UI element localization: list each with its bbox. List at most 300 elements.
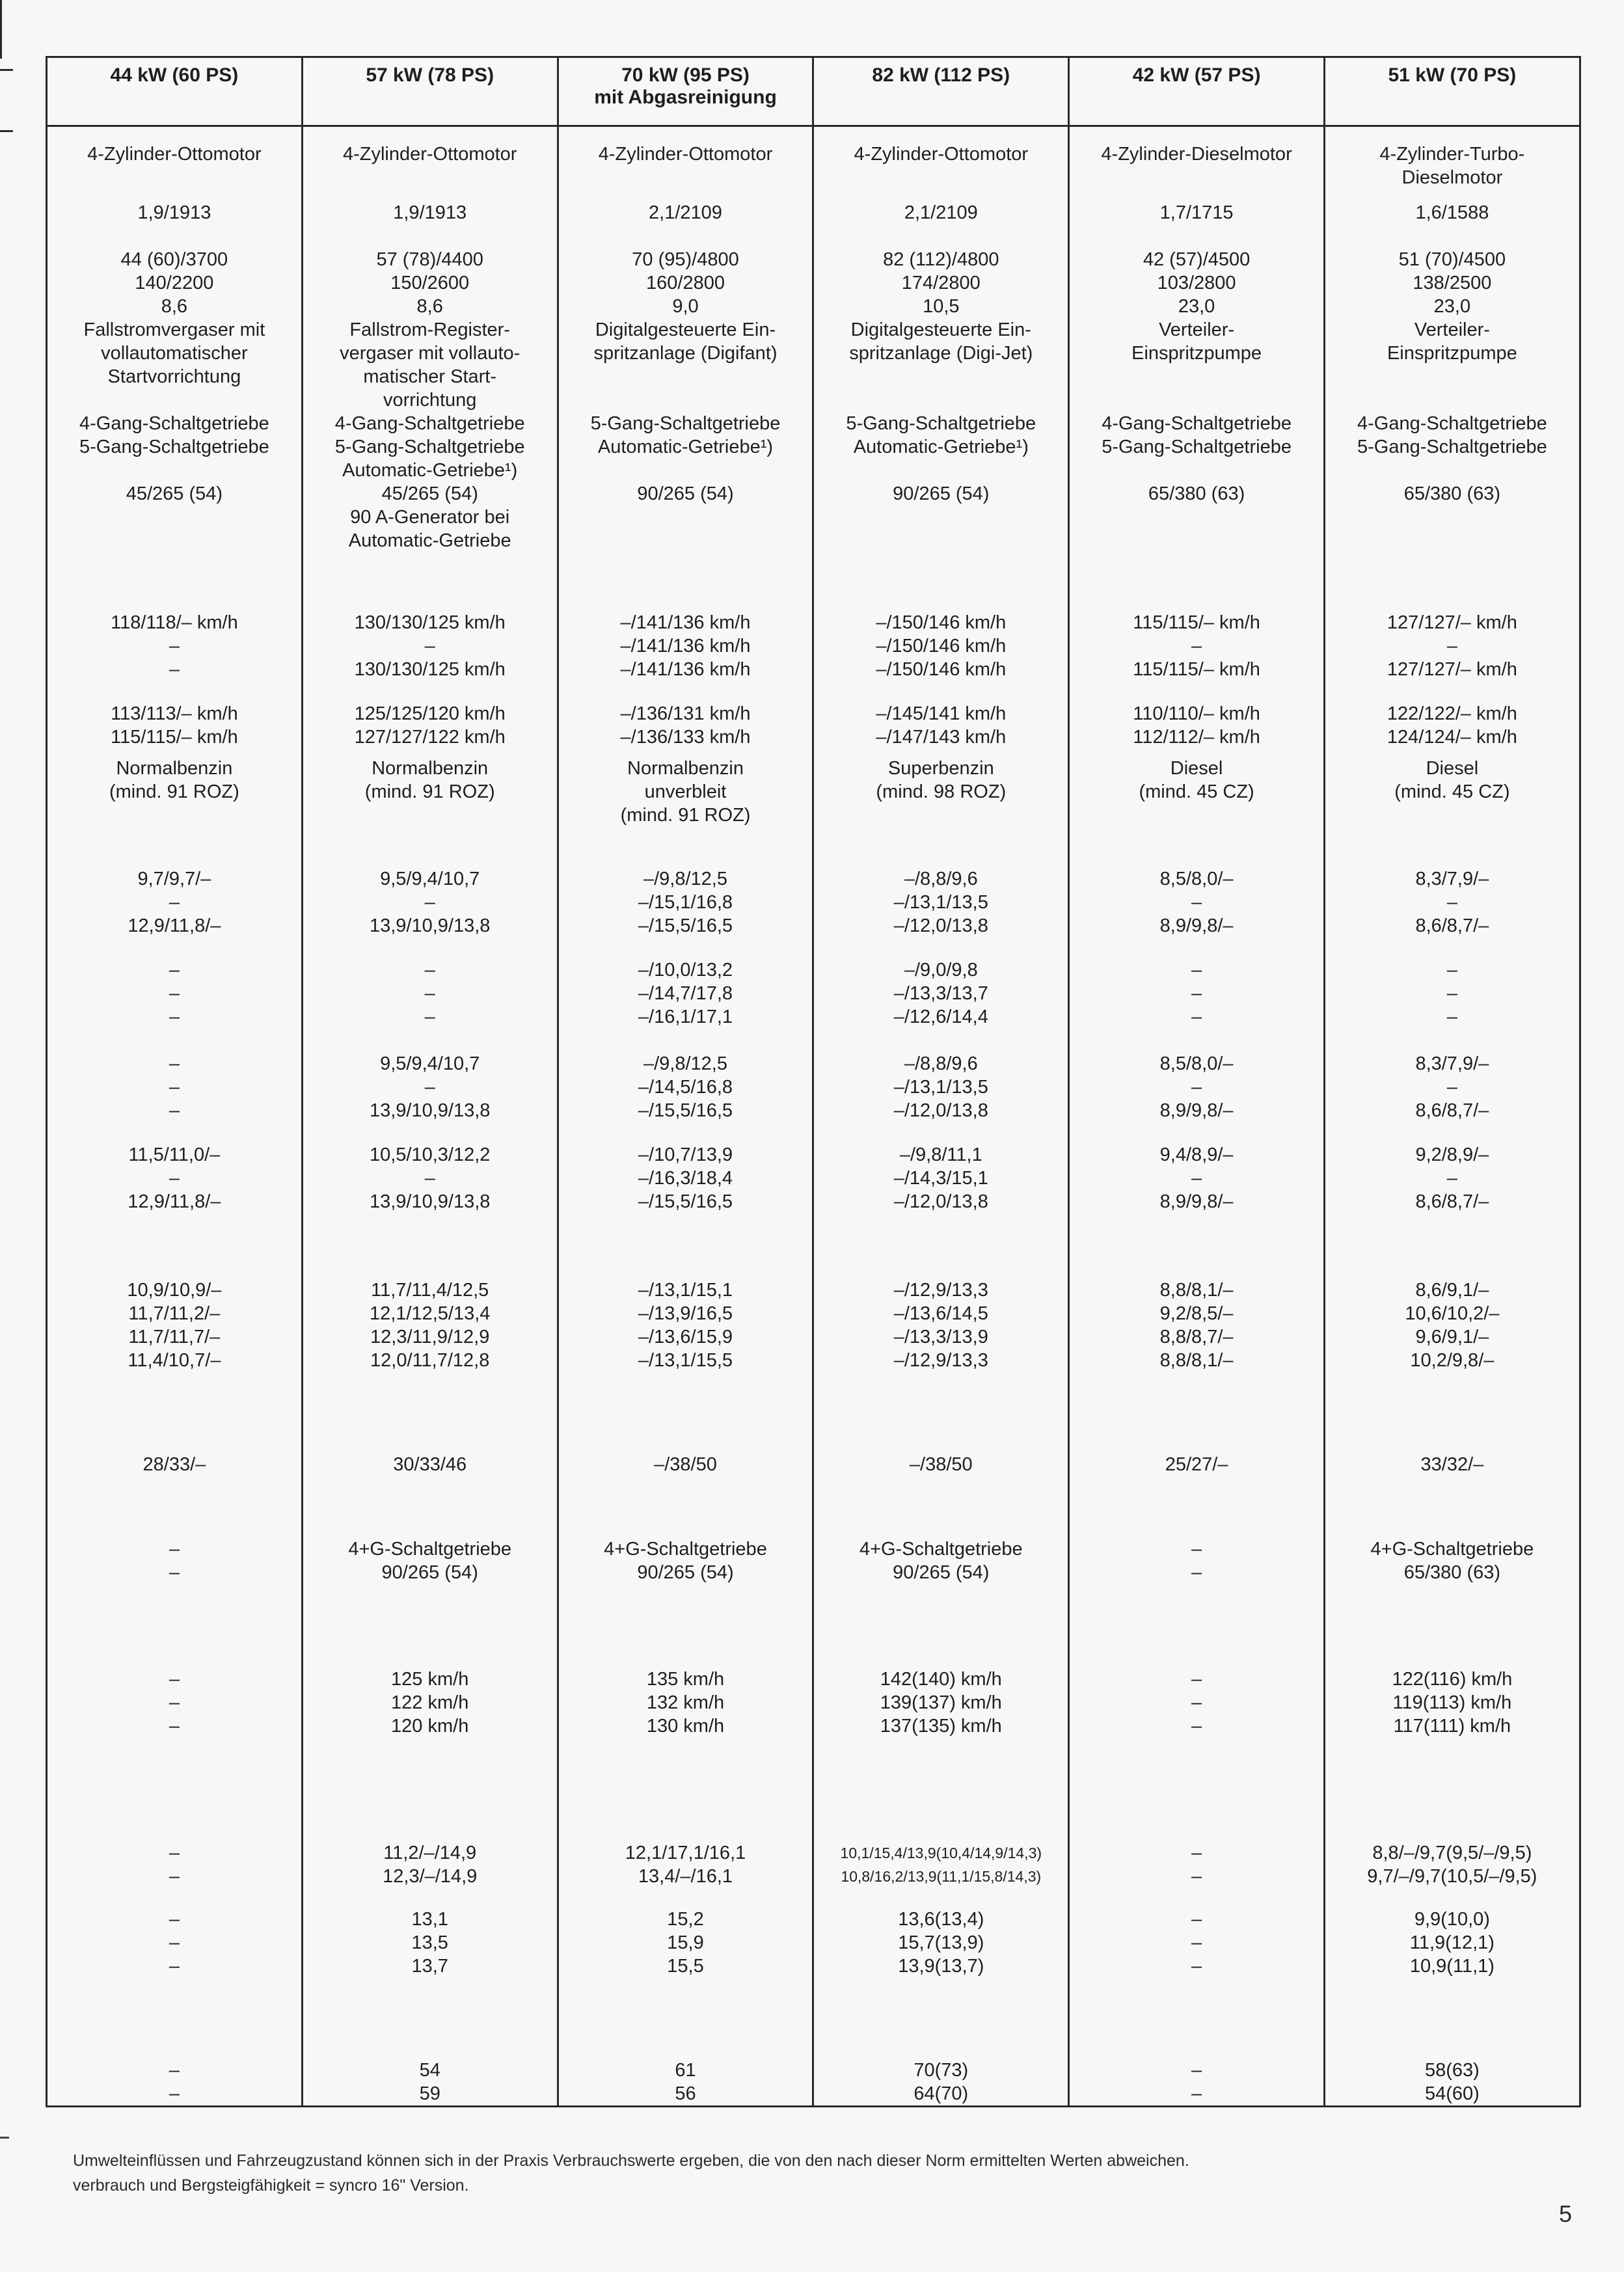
cell-line: –/150/146 km/h (876, 659, 1007, 680)
table-cell (1069, 611, 1325, 702)
cell-line: –/12,9/13,3 (893, 1280, 988, 1301)
table-cell (1069, 2059, 1325, 2107)
cell-line: 138/2500 (1413, 273, 1492, 293)
table-cell (1324, 702, 1580, 757)
table-cell (558, 1052, 813, 1143)
table-cell (558, 1908, 813, 2059)
cell-line: –/141/136 km/h (620, 636, 751, 656)
table-cell (47, 757, 303, 867)
cell-line: 122(116) km/h (1392, 1669, 1513, 1690)
cell-line: 51 (70)/4500 (1398, 249, 1506, 270)
cell-line: Superbenzin (887, 758, 994, 779)
cell-line: 11,7/11,7/– (128, 1327, 221, 1347)
table-row (47, 1052, 1580, 1143)
footnote-line: Umwelteinflüssen und Fahrzeugzustand können sich in der Praxis Verbrauchswerte ergeben, die von den nach dieser Norm ermittelten Werten abweichen. (73, 2152, 1189, 2170)
cell-line: 9,4/8,9/– (1159, 1144, 1234, 1165)
cell-line: 130/130/125 km/h (354, 612, 506, 633)
cell-line: Digitalgesteuerte Ein- (850, 319, 1031, 340)
cell-line: (mind. 91 ROZ) (364, 781, 495, 802)
cell-line: Automatic-Getriebe (348, 530, 511, 551)
cell-line: Automatic-Getriebe¹) (853, 437, 1029, 457)
cell-line: –/9,8/12,5 (643, 869, 727, 889)
table-cell (1069, 248, 1325, 412)
table-row (47, 1841, 1580, 1908)
cell-line: 9,0 (672, 296, 699, 317)
table-cell (302, 757, 558, 867)
cell-line: – (169, 1053, 180, 1074)
table-cell (1324, 2059, 1580, 2107)
table-row (47, 1143, 1580, 1278)
binding-edge-line (0, 130, 13, 132)
column-header-label: 44 kW (60 PS) (110, 64, 239, 86)
table-row (47, 958, 1580, 1052)
cell-line: 23,0 (1178, 296, 1215, 317)
cell-line: 44 (60)/3700 (120, 249, 228, 270)
cell-line: –/10,7/13,9 (638, 1144, 733, 1165)
table-row (47, 412, 1580, 482)
cell-line: 65/380 (63) (1148, 483, 1245, 504)
cell-line: –/9,8/11,1 (899, 1144, 982, 1165)
table-cell (1069, 1052, 1325, 1143)
cell-line: 9,2/8,5/– (1159, 1303, 1234, 1324)
cell-line: 115/115/– km/h (1133, 612, 1260, 633)
table-cell (47, 958, 303, 1052)
cell-line: (mind. 98 ROZ) (876, 781, 1007, 802)
table-cell (1324, 757, 1580, 867)
cell-line: Verteiler- (1414, 319, 1490, 340)
cell-line: 12,1/12,5/13,4 (369, 1303, 491, 1324)
cell-line: 140/2200 (135, 273, 214, 293)
cell-line: Digitalgesteuerte Ein- (595, 319, 776, 340)
table-row (47, 126, 1580, 202)
column-header-label: mit Abgasreinigung (594, 87, 777, 108)
cell-line: Einspritzpumpe (1131, 343, 1262, 364)
table-cell (1069, 702, 1325, 757)
table-cell (813, 482, 1069, 611)
cell-line: – (1191, 1077, 1202, 1098)
cell-line: 45/265 (54) (381, 483, 478, 504)
spec-table (46, 56, 1581, 2107)
cell-line: 8,5/8,0/– (1159, 1053, 1234, 1074)
table-cell (302, 482, 558, 611)
margin-tick (0, 2137, 9, 2139)
cell-line: 4+G-Schaltgetriebe (348, 1539, 512, 1560)
cell-line: Normalbenzin (116, 758, 233, 779)
cell-line: 45/265 (54) (126, 483, 223, 504)
cell-line: – (169, 1956, 180, 1977)
table-cell (1324, 248, 1580, 412)
cell-line: 4-Zylinder-Dieselmotor (1101, 144, 1292, 165)
cell-line: 117(111) km/h (1393, 1716, 1511, 1737)
cell-line: 137(135) km/h (880, 1716, 1002, 1737)
cell-line: 1,9/1913 (393, 202, 467, 223)
table-cell (302, 1278, 558, 1453)
cell-line: 11,9(12,1) (1409, 1932, 1495, 1953)
cell-line: – (1191, 636, 1202, 656)
column-header (1324, 57, 1580, 126)
table-cell (813, 757, 1069, 867)
table-cell (47, 702, 303, 757)
table-cell (47, 126, 303, 202)
cell-line: 8,8/8,1/– (1159, 1350, 1234, 1371)
cell-line: 127/127/– km/h (1387, 659, 1517, 680)
cell-line: 9,6/9,1/– (1415, 1327, 1489, 1347)
table-cell (558, 757, 813, 867)
column-header (558, 57, 813, 126)
cell-line: matischer Start- (363, 366, 497, 387)
cell-line: – (1191, 1562, 1202, 1583)
table-cell (302, 611, 558, 702)
cell-line: 10,8/16,2/13,9(11,1/15,8/14,3) (841, 1868, 1042, 1885)
cell-line: 130/130/125 km/h (354, 659, 506, 680)
cell-line: 8,9/9,8/– (1159, 1100, 1234, 1121)
cell-line: – (1191, 2083, 1202, 2104)
cell-line: – (1191, 1866, 1202, 1887)
cell-line: –/14,5/16,8 (638, 1077, 733, 1098)
cell-line: 8,8/8,7/– (1159, 1327, 1234, 1347)
cell-line: 174/2800 (901, 273, 981, 293)
cell-line: 15,7(13,9) (898, 1932, 984, 1953)
binding-edge-line (0, 0, 2, 59)
table-cell (1069, 1841, 1325, 1908)
cell-line: 4-Gang-Schaltgetriebe (79, 413, 269, 434)
cell-line: –/38/50 (654, 1454, 717, 1475)
cell-line: –/13,1/15,1 (638, 1280, 733, 1301)
cell-line: 10,1/15,4/13,9(10,4/14,9/14,3) (840, 1845, 1042, 1861)
cell-line: 8,6/8,7/– (1415, 1191, 1489, 1212)
cell-line: 42 (57)/4500 (1143, 249, 1251, 270)
cell-line: Einspritzpumpe (1387, 343, 1517, 364)
table-cell (1324, 201, 1580, 248)
cell-line: – (169, 636, 180, 656)
table-cell (47, 611, 303, 702)
cell-line: 9,5/9,4/10,7 (380, 1053, 480, 1074)
cell-line: – (169, 2060, 180, 2081)
cell-line: – (1446, 1168, 1457, 1189)
cell-line: – (1191, 1909, 1202, 1930)
table-row (47, 1278, 1580, 1453)
cell-line: (mind. 45 CZ) (1139, 781, 1254, 802)
table-cell (302, 1668, 558, 1841)
cell-line: Diesel (1426, 758, 1479, 779)
table-cell (47, 1537, 303, 1668)
cell-line: – (169, 1932, 180, 1953)
cell-line: –/13,6/15,9 (638, 1327, 733, 1347)
table-row (47, 611, 1580, 702)
table-cell (813, 702, 1069, 757)
cell-line: vorrichtung (383, 390, 477, 411)
table-cell (1069, 958, 1325, 1052)
cell-line: 90/265 (54) (381, 1562, 478, 1583)
table-cell (813, 1453, 1069, 1537)
cell-line: 12,9/11,8/– (128, 1191, 221, 1212)
table-cell (47, 1453, 303, 1537)
column-header (47, 57, 303, 126)
cell-line: 90/265 (54) (893, 483, 990, 504)
table-cell (302, 1841, 558, 1908)
cell-line: 1,7/1715 (1159, 202, 1234, 223)
table-cell (302, 1453, 558, 1537)
cell-line: 112/112/– km/h (1133, 727, 1260, 748)
table-cell (813, 1668, 1069, 1841)
cell-line: 56 (675, 2083, 696, 2104)
table-cell (813, 2059, 1069, 2107)
cell-line: – (1446, 983, 1457, 1004)
column-header-label: 42 kW (57 PS) (1132, 64, 1261, 86)
cell-line: 12,3/11,9/12,9 (370, 1327, 490, 1347)
cell-line: 5-Gang-Schaltgetriebe (1102, 437, 1292, 457)
table-row (47, 702, 1580, 757)
cell-line: – (169, 1843, 180, 1863)
cell-line: 54 (419, 2060, 440, 2081)
cell-line: 10,6/10,2/– (1405, 1303, 1500, 1324)
cell-line: 90/265 (54) (637, 1562, 734, 1583)
cell-line: 90/265 (54) (893, 1562, 990, 1583)
table-cell (47, 412, 303, 482)
cell-line: 8,6/8,7/– (1415, 915, 1489, 936)
cell-line: Automatic-Getriebe¹) (597, 437, 774, 457)
cell-line: 8,6 (161, 296, 188, 317)
cell-line: –/13,3/13,9 (893, 1327, 988, 1347)
table-row (47, 1908, 1580, 2059)
cell-line: – (169, 2083, 180, 2104)
cell-line: 8,3/7,9/– (1415, 1053, 1489, 1074)
table-cell (47, 867, 303, 958)
table-cell (558, 1537, 813, 1668)
cell-line: 110/110/– km/h (1133, 703, 1260, 724)
column-header-label: 57 kW (78 PS) (366, 64, 494, 86)
cell-line: 58(63) (1424, 2060, 1480, 2081)
cell-line: 54(60) (1424, 2083, 1480, 2104)
cell-line: – (1191, 1843, 1202, 1863)
cell-line: Normalbenzin (627, 758, 744, 779)
cell-line: –/147/143 km/h (876, 727, 1007, 748)
cell-line: –/12,0/13,8 (893, 1100, 988, 1121)
cell-line: 8,3/7,9/– (1415, 869, 1489, 889)
cell-line: unverbleit (644, 781, 727, 802)
cell-line: 150/2600 (390, 273, 470, 293)
cell-line: 11,4/10,7/– (128, 1350, 221, 1371)
cell-line: Verteiler- (1159, 319, 1235, 340)
table-cell (1324, 1668, 1580, 1841)
table-cell (813, 126, 1069, 202)
cell-line: – (169, 1539, 180, 1560)
footnotes (73, 2148, 1189, 2198)
table-cell (558, 1668, 813, 1841)
cell-line: – (1446, 1007, 1457, 1027)
table-cell (558, 2059, 813, 2107)
cell-line: 70 (95)/4800 (632, 249, 739, 270)
cell-line: 25/27/– (1165, 1454, 1228, 1475)
cell-line: 5-Gang-Schaltgetriebe (79, 437, 269, 457)
cell-line: 59 (419, 2083, 440, 2104)
cell-line: –/13,1/15,5 (638, 1350, 733, 1371)
cell-line: 12,3/–/14,9 (383, 1866, 478, 1887)
cell-line: Fallstrom-Register- (349, 319, 510, 340)
cell-line: Startvorrichtung (107, 366, 241, 387)
table-cell (47, 1052, 303, 1143)
cell-line: 65/380 (63) (1403, 483, 1501, 504)
table-cell (813, 1537, 1069, 1668)
cell-line: 8,8/–/9,7(9,5/–/9,5) (1372, 1843, 1532, 1863)
cell-line: –/141/136 km/h (620, 659, 751, 680)
cell-line: – (169, 1100, 180, 1121)
table-cell (302, 126, 558, 202)
cell-line: 2,1/2109 (904, 202, 978, 223)
cell-line: 118/118/– km/h (111, 612, 238, 633)
cell-line: – (169, 960, 180, 980)
cell-line: 13,4/–/16,1 (638, 1866, 733, 1887)
cell-line: 132 km/h (646, 1692, 725, 1713)
table-cell (1324, 1278, 1580, 1453)
table-cell (1069, 757, 1325, 867)
cell-line: 142(140) km/h (880, 1669, 1002, 1690)
cell-line: –/13,3/13,7 (893, 983, 988, 1004)
column-header (1069, 57, 1325, 126)
cell-line: – (1446, 636, 1457, 656)
table-cell (1324, 867, 1580, 958)
column-header-label: 51 kW (70 PS) (1388, 64, 1517, 86)
table-cell (813, 412, 1069, 482)
table-cell (813, 1278, 1069, 1453)
table-cell (47, 201, 303, 248)
cell-line: – (1191, 983, 1202, 1004)
cell-line: – (169, 1909, 180, 1930)
cell-line: (mind. 45 CZ) (1394, 781, 1510, 802)
cell-line: – (424, 636, 435, 656)
cell-line: –/12,6/14,4 (893, 1007, 988, 1027)
table-cell (813, 1908, 1069, 2059)
cell-line: 119(113) km/h (1392, 1692, 1512, 1713)
cell-line: 10,2/9,8/– (1410, 1350, 1495, 1371)
cell-line: – (424, 1007, 435, 1027)
cell-line: – (1191, 1669, 1202, 1690)
cell-line: – (1191, 892, 1202, 913)
table-cell (813, 1052, 1069, 1143)
table-row (47, 1668, 1580, 1841)
table-cell (558, 867, 813, 958)
footnote-line: verbrauch und Bergsteigfähigkeit = syncro 16" Version. (73, 2176, 469, 2195)
table-cell (1324, 1841, 1580, 1908)
cell-line: 4-Zylinder-Ottomotor (854, 144, 1029, 165)
cell-line: spritzanlage (Digi-Jet) (849, 343, 1033, 364)
cell-line: 23,0 (1433, 296, 1471, 317)
cell-line: 11,2/–/14,9 (383, 1843, 477, 1863)
table-cell (47, 1668, 303, 1841)
cell-line: –/15,5/16,5 (638, 915, 733, 936)
cell-line: 9,5/9,4/10,7 (380, 869, 480, 889)
table-cell (302, 1143, 558, 1278)
cell-line: 9,7/–/9,7(10,5/–/9,5) (1367, 1866, 1537, 1887)
cell-line: 4-Zylinder-Ottomotor (342, 144, 517, 165)
cell-line: – (1191, 1007, 1202, 1027)
cell-line: – (169, 892, 180, 913)
cell-line: – (1446, 1077, 1457, 1098)
table-cell (1324, 126, 1580, 202)
cell-line: – (169, 983, 180, 1004)
cell-line: Dieselmotor (1401, 167, 1503, 188)
table-cell (302, 702, 558, 757)
cell-line: – (424, 983, 435, 1004)
table-cell (1069, 126, 1325, 202)
table-cell (302, 248, 558, 412)
table-cell (1324, 611, 1580, 702)
cell-line: – (424, 1168, 435, 1189)
cell-line: – (1191, 2060, 1202, 2081)
cell-line: 5-Gang-Schaltgetriebe (590, 413, 781, 434)
cell-line: –/141/136 km/h (620, 612, 751, 633)
table-row (47, 482, 1580, 611)
table-cell (558, 1143, 813, 1278)
cell-line: 10,9(11,1) (1409, 1956, 1495, 1977)
cell-line: 28/33/– (142, 1454, 206, 1475)
cell-line: 61 (675, 2060, 696, 2081)
cell-line: –/15,5/16,5 (638, 1100, 733, 1121)
table-cell (1324, 412, 1580, 482)
cell-line: – (169, 1716, 180, 1737)
column-header-row (47, 57, 1580, 126)
cell-line: –/136/131 km/h (620, 703, 751, 724)
cell-line: –/9,8/12,5 (643, 1053, 727, 1074)
column-header (813, 57, 1069, 126)
cell-line: 13,9(13,7) (898, 1956, 984, 1977)
cell-line: – (169, 1562, 180, 1583)
cell-line: 57 (78)/4400 (376, 249, 483, 270)
cell-line: 4+G-Schaltgetriebe (604, 1539, 767, 1560)
cell-line: – (1191, 1168, 1202, 1189)
cell-line: 15,5 (667, 1956, 704, 1977)
cell-line: 13,9/10,9/13,8 (369, 1100, 491, 1121)
cell-line: 10,9/10,9/– (127, 1280, 222, 1301)
table-cell (813, 1841, 1069, 1908)
cell-line: – (1191, 1539, 1202, 1560)
cell-line: –/150/146 km/h (876, 612, 1007, 633)
cell-line: 12,9/11,8/– (128, 915, 221, 936)
cell-line: 11,5/11,0/– (128, 1144, 221, 1165)
cell-line: 12,0/11,7/12,8 (370, 1350, 490, 1371)
cell-line: 122/122/– km/h (1387, 703, 1517, 724)
table-row (47, 1537, 1580, 1668)
cell-line: – (1446, 892, 1457, 913)
cell-line: – (424, 960, 435, 980)
cell-line: 103/2800 (1157, 273, 1236, 293)
binding-edge-line (0, 69, 13, 71)
table-cell (558, 482, 813, 611)
cell-line: –/15,5/16,5 (638, 1191, 733, 1212)
cell-line: –/12,9/13,3 (893, 1350, 988, 1371)
cell-line: – (1191, 1932, 1202, 1953)
cell-line: – (1191, 1956, 1202, 1977)
table-row (47, 757, 1580, 867)
table-row (47, 867, 1580, 958)
cell-line: 122 km/h (391, 1692, 469, 1713)
cell-line: 9,7/9,7/– (137, 869, 211, 889)
cell-line: 13,9/10,9/13,8 (369, 915, 491, 936)
cell-line: – (169, 1077, 180, 1098)
table-cell (813, 867, 1069, 958)
cell-line: 4-Zylinder-Ottomotor (87, 144, 262, 165)
cell-line: vergaser mit vollauto- (340, 343, 521, 364)
cell-line: –/13,1/13,5 (893, 1077, 988, 1098)
table-cell (302, 1537, 558, 1668)
cell-line: –/145/141 km/h (876, 703, 1007, 724)
cell-line: 9,2/8,9/– (1415, 1144, 1489, 1165)
table-cell (813, 958, 1069, 1052)
table-cell (47, 1841, 303, 1908)
cell-line: –/8,8/9,6 (904, 1053, 978, 1074)
table-cell (1069, 482, 1325, 611)
cell-line: 13,7 (411, 1956, 448, 1977)
